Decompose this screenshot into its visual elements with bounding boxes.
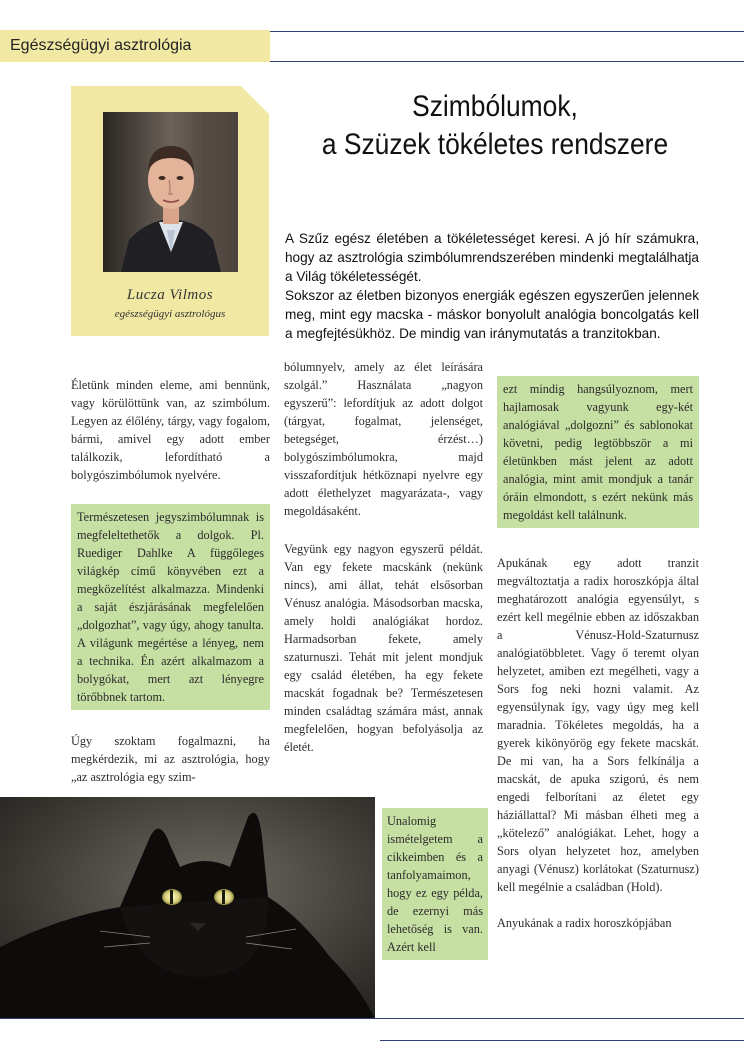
col2-paragraph-2: Vegyünk egy nagyon egyszerű példát. Van egy fekete macskánk (nekünk nincs), ami állat, tehát elsősorban Vénusz analógia. Másodsorban macska, amely holdi analógiákat hordoz. Harmadsorban fekete, amely szaturnuszi. Tehát mit jelent mondjuk egy család életében, ha egy fekete macskát fogadnak be? Természetesen minden családtag számára mást, annak megfelelően, hogyan befolyásolja az életét. bbox=[284, 542, 483, 754]
header-rule-lower bbox=[270, 61, 744, 62]
column-1 bbox=[71, 376, 270, 799]
col1-paragraph-2: Úgy szoktam fogalmazni, ha megkérdezik, mi az asztrológia, hogy „az asztrológia egy szim- bbox=[71, 734, 270, 784]
title-line-1: Szimbólumok, bbox=[412, 90, 578, 123]
author-name: Lucza Vilmos bbox=[126, 287, 214, 303]
lead-p2: Sokszor az életben bizonyos energiák egészen egyszerűen jelennek meg, mint egy macska - máskor bonyolult analógia boncolgatás kell a megfejtésükhöz. De mindig van iránymutatás a tranzitokban. bbox=[285, 288, 699, 341]
lead-p1: A Szűz egész életében a tökéletességet keresi. A jó hír számukra, hogy az asztrológia szimbólumrendszerében mindenki megtalálhatja a Világ tökéletességét. bbox=[285, 231, 699, 284]
col1-paragraph-1: Életünk minden eleme, ami bennünk, vagy körülöttünk van, az szimbólum. Legyen az élőlény, tárgy, vagy fogalom, bármi, amivel egy adott ember találkozik, lefordítható a bolygószimbólumok nyelvére. bbox=[71, 378, 270, 482]
col2-highlight-box: Unalomig ismételgetem a cikkeimben és a tanfolyamaimon, hogy ez egy példa, de ezernyi más lehetőség is van. Azért kell bbox=[382, 808, 488, 960]
col1-highlight: Természetesen jegyszimbólumnak is megfeleltethetők a dolgok. Pl. Ruediger Dahlke A függőleges világkép című könyvében ezt a megközelítést alkalmazza. Mindenki a saját észjárásának megfelelően „dolgozhat”, vagy úgy, ahogy tanulta. A világunk megértése a lényeg, nem a technika. Én azért alkalmazom a bolygókat, mert azt lényegre törőbbnek tartom. bbox=[71, 504, 270, 710]
article-title bbox=[306, 88, 684, 164]
header-rule bbox=[270, 31, 744, 32]
col2-paragraph-1: bólumnyelv, amely az élet leírására szolgál.” Használata „nagyon egyszerű”: lefordítjuk az adott dolgot (tárgyat, fogalmat, jelenséget, betegséget, érzést…) bolygószimbólumokra, majd visszafordítjuk hétköznapi nyelvre egy adott élethelyzet magyarázata-, vagy megoldásaként. bbox=[284, 360, 483, 518]
col3-paragraph-1: Apukának egy adott tranzit megváltoztatja a radix horoszkópja által meghatározott analógia egyensúlyt, s ezért kell megélnie ebben az időszakban a Vénusz-Hold-Szaturnusz analógiatöbbletet. Vagy ő teremt olyan helyzetet, amiben ezt megélheti, vagy a Sors fog neki hozni valamit. Az egyensúlynak így, vagy úgy meg kell maradnia. Tökéletes megoldás, ha a gyerek kikönyörög egy fekete macskát. De mi van, ha a Sors felkínálja a macskát, de apuka szigorú, és nem engedi felborítani az életet egy háziállattal? Mi másban élheti meg a „kötelező” analógiákat. Lehet, hogy a Sors olyan helyzetet hoz, amelyben anyagi (Vénusz) korlátokat (Szaturnusz) kell megélnie a családban (Hold). bbox=[497, 556, 699, 894]
column-3 bbox=[497, 376, 699, 945]
black-cat-photo bbox=[0, 797, 375, 1019]
author-box bbox=[71, 86, 269, 336]
portrait-image bbox=[103, 112, 238, 272]
folded-corner bbox=[241, 86, 269, 114]
lead-paragraph bbox=[285, 229, 699, 343]
section-label: Egészségügyi asztrológia bbox=[0, 30, 270, 62]
column-2 bbox=[284, 358, 483, 769]
footer-rule-lower bbox=[380, 1040, 744, 1041]
col3-paragraph-2: Anyukának a radix horoszkópjában bbox=[497, 916, 672, 930]
author-role: egészségügyi asztrológus bbox=[114, 308, 226, 320]
footer-rule bbox=[0, 1018, 744, 1019]
cat-image bbox=[0, 797, 375, 1019]
col3-highlight: ezt mindig hangsúlyoznom, mert hajlamosak vagyunk egy-két analógiával „dolgozni” és sablonokat követni, pedig legtöbbször a mi életünkben mást jelent az adott analógia, mint amit mondjuk a tanár óráin elmondott, s ezért nekünk más megoldást kell találnunk. bbox=[497, 376, 699, 528]
author-portrait bbox=[103, 112, 238, 272]
title-line-2: a Szüzek tökéletes rendszere bbox=[321, 128, 669, 161]
